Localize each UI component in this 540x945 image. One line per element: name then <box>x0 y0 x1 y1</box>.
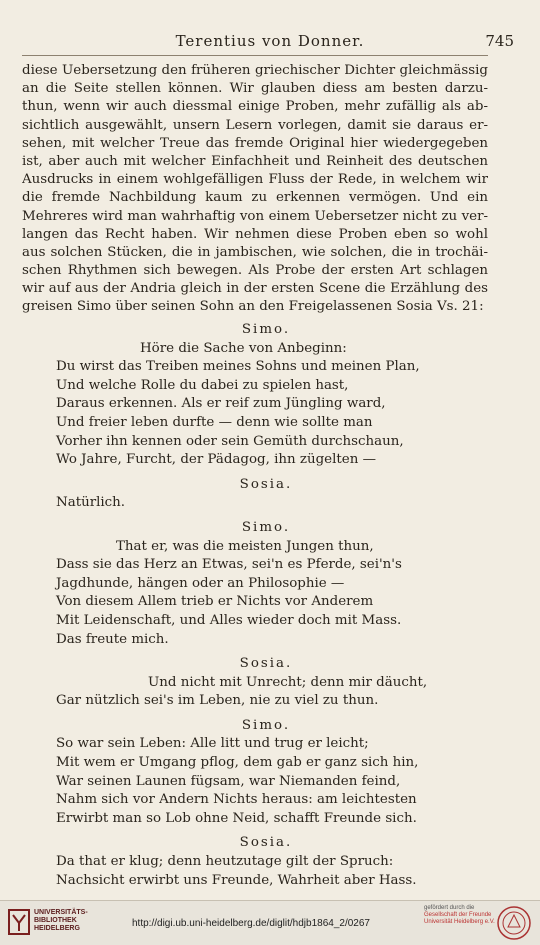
verse-line: Erwirbt man so Lob ohne Neid, schafft Freunde sich. <box>56 810 417 826</box>
verse-line: Vorher ihn kennen oder sein Gemüth durchschaun, <box>56 433 404 449</box>
verse-line: Daraus erkennen. Als er reif zum Jüngling ward, <box>56 396 386 412</box>
running-title: Terentius von Donner. <box>175 32 365 50</box>
verse-line: Mit Leidenschaft, und Alles wieder doch mit Mass. <box>56 612 402 628</box>
verse-line: Mit wem er Umgang pflog, dem gab er ganz sich hin, <box>56 755 419 771</box>
verse-line: Jagdhunde, hängen oder an Philosophie — <box>56 575 345 591</box>
library-name-line: UNIVERSITÄTS- <box>34 909 88 916</box>
funding-line: Universität Heidelberg e.V. <box>424 919 495 925</box>
verse-line: Das freute mich. <box>56 631 169 647</box>
paragraph-line: ist, aber auch mit welcher Einfachheit und Reinheit des deutschen <box>22 153 488 169</box>
paragraph-line: Mehreres wird man wahrhaftig von einem Uebersetzer nicht zu ver- <box>22 208 488 224</box>
verse-line: Dass sie das Herz an Etwas, sei'n es Pferde, sei'n's <box>56 557 402 573</box>
verse-line: Nachsicht erwirbt uns Freunde, Wahrheit aber Hass. <box>56 872 417 888</box>
speaker-name: Sosia. <box>239 656 293 672</box>
speaker-name: Simo. <box>241 322 291 337</box>
funding-line: Gesellschaft der Freunde <box>424 912 492 918</box>
header-rule <box>22 55 488 56</box>
verse-line: That er, was die meisten Jungen thun, <box>116 538 374 554</box>
paragraph-line: aus solchen Stücken, die in jambischen, wie solchen, die in trochäi- <box>22 244 488 260</box>
speaker-name: Sosia. <box>239 476 293 492</box>
paragraph-line: Ausdrucks in einem wohlgefälligen Fluss der Rede, in welchem wir <box>22 172 488 188</box>
library-logo-icon <box>8 909 30 935</box>
permalink-url[interactable]: http://digi.ub.uni-heidelberg.de/diglit/hdjb1864_2/0267 <box>132 918 370 929</box>
verse-line: So war sein Leben: Alle litt und trug er leicht; <box>56 736 369 752</box>
university-seal-icon <box>496 905 532 941</box>
library-name <box>34 909 88 933</box>
paragraph-line: sichtlich ausgewählt, unsern Lesern vorlegen, damit sie daraus er- <box>22 117 488 133</box>
verse-line: Nahm sich vor Andern Nichts heraus: am leichtesten <box>56 792 417 808</box>
stanza-gap <box>56 890 496 896</box>
verse-line: War seinen Launen fügsam, war Niemanden feind, <box>56 773 401 789</box>
digitization-footer <box>0 900 540 945</box>
paragraph-line: die fremde Nachbildung kaum zu erkennen vermögen. Und ein <box>22 190 488 206</box>
speaker-name: Simo. <box>241 519 291 535</box>
verse-line: Und welche Rolle du dabei zu spielen hast, <box>56 377 349 393</box>
body-paragraph <box>22 62 488 317</box>
library-name-line: HEIDELBERG <box>34 925 80 932</box>
speaker-name: Simo. <box>241 717 291 733</box>
paragraph-line: langen das Recht haben. Wir nehmen diese Proben eben so wohl <box>22 226 488 242</box>
running-header <box>0 32 540 54</box>
verse-line: Von diesem Allem trieb er Nichts vor Anderem <box>56 594 374 610</box>
verse-line: Natürlich. <box>56 495 126 511</box>
paragraph-line: an die Seite stellen können. Wir glauben diess am besten darzu- <box>22 81 488 97</box>
verse-line: Gar nützlich sei's im Leben, nie zu viel zu thun. <box>56 693 379 709</box>
verse-line: Da that er klug; denn heutzutage gilt der Spruch: <box>56 854 394 870</box>
funding-note <box>424 905 495 926</box>
page-number: 745 <box>485 32 514 50</box>
paragraph-line: schen Rhythmen sich bewegen. Als Probe der ersten Art schlagen <box>22 263 488 279</box>
library-name-line: BIBLIOTHEK <box>34 917 77 924</box>
paragraph-line: greisen Simo über seinen Sohn an den Freigelassenen Sosia Vs. 21: <box>22 299 484 315</box>
paragraph-line: diese Uebersetzung den früheren griechischer Dichter gleichmässig <box>22 63 488 78</box>
verse-line: Höre die Sache von Anbeginn: <box>140 340 347 356</box>
paragraph-line: sehen, mit welcher Treue das fremde Original hier wiedergegeben <box>22 135 488 151</box>
verse-line: Wo Jahre, Furcht, der Pädagog, ihn zügelten — <box>56 452 376 468</box>
verse-line: Und nicht mit Unrecht; denn mir däucht, <box>148 674 428 690</box>
paragraph-line: wir auf aus der Andria gleich in der ersten Scene die Erzählung des <box>22 281 488 297</box>
speaker-name: Sosia. <box>239 835 293 851</box>
funding-line: gefördert durch die <box>424 905 475 911</box>
dialogue-excerpt <box>56 315 496 896</box>
verse-line: Und freier leben durfte — denn wie sollte man <box>56 414 373 430</box>
verse-line: Du wirst das Treiben meines Sohns und meinen Plan, <box>56 359 420 375</box>
paragraph-line: thun, wenn wir auch diessmal einige Proben, mehr zufällig als ab- <box>22 99 488 115</box>
